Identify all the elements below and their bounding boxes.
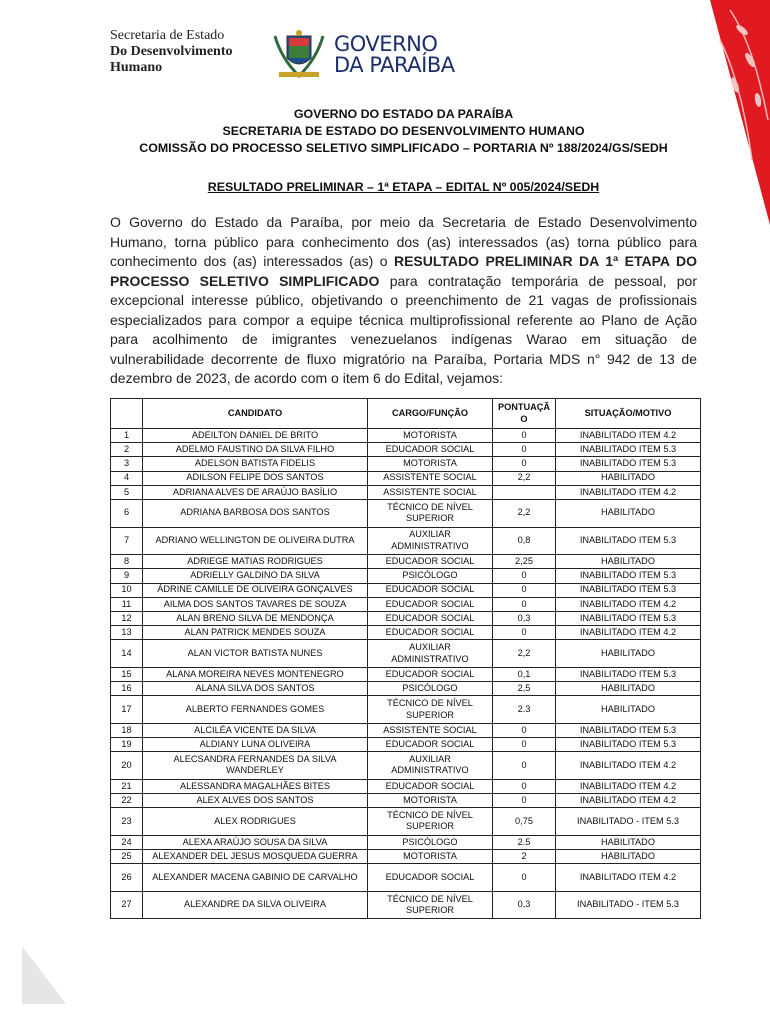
- position: EDUCADOR SOCIAL: [368, 738, 493, 752]
- status: HABILITADO: [556, 471, 701, 485]
- row-number: 24: [111, 835, 143, 849]
- score: 0: [493, 429, 556, 443]
- row-number: 13: [111, 626, 143, 640]
- table-row: [111, 499, 701, 527]
- status: HABILITADO: [556, 682, 701, 696]
- row-number: 14: [111, 640, 143, 668]
- score: 0: [493, 583, 556, 597]
- status: HABILITADO: [556, 499, 701, 527]
- row-number: 20: [111, 752, 143, 780]
- row-number: 25: [111, 849, 143, 863]
- position: TÉCNICO DE NÍVEL SUPERIOR: [368, 696, 493, 724]
- position: PSICÓLOGO: [368, 835, 493, 849]
- score: 0: [493, 864, 556, 892]
- status: INABILITADO ITEM 4.2: [556, 752, 701, 780]
- intro-bold-text: RESULTADO PRELIMINAR DA 1ª ETAPA DO PROCESSO SELETIVO SIMPLIFICADO: [110, 253, 697, 289]
- table-header-row: [111, 399, 701, 429]
- table-row: [111, 583, 701, 597]
- row-number: 7: [111, 527, 143, 555]
- header-candidato: CANDIDATO: [143, 399, 368, 429]
- candidate-name: ALEXANDER DEL JESUS MOSQUEDA GUERRA: [143, 849, 368, 863]
- status: INABILITADO - ITEM 5.3: [556, 808, 701, 836]
- header-situacao: SITUAÇÃO/MOTIVO: [556, 399, 701, 429]
- table-row: [111, 667, 701, 681]
- candidate-name: ÁDRINE CAMILLE DE OLIVEIRA GONÇALVES: [143, 583, 368, 597]
- score: 2,2: [493, 499, 556, 527]
- score: 0: [493, 752, 556, 780]
- table-row: [111, 723, 701, 737]
- row-number: 5: [111, 485, 143, 499]
- candidate-name: ADRIEGE MATIAS RODRIGUES: [143, 555, 368, 569]
- candidate-name: ALEXANDER MACENA GABINIO DE CARVALHO: [143, 864, 368, 892]
- table-row: [111, 555, 701, 569]
- score: 0: [493, 793, 556, 807]
- score: 2.5: [493, 835, 556, 849]
- score: 0,3: [493, 611, 556, 625]
- candidate-name: ADEILTON DANIEL DE BRITO: [143, 429, 368, 443]
- score: 2,25: [493, 555, 556, 569]
- row-number: 2: [111, 443, 143, 457]
- score: [493, 485, 556, 499]
- status: INABILITADO ITEM 5.3: [556, 738, 701, 752]
- table-row: [111, 457, 701, 471]
- status: HABILITADO: [556, 555, 701, 569]
- status: INABILITADO ITEM 4.2: [556, 779, 701, 793]
- intro-text-1: O Governo do Estado da Paraíba, por meio da Secretaria de Estado Desenvolvimento Humano, torna público para conhecimento dos (as) interessados (as) torna público para conhecimento dos (as) interessados (as) o: [110, 214, 697, 269]
- status: INABILITADO ITEM 5.3: [556, 569, 701, 583]
- table-row: [111, 752, 701, 780]
- status: INABILITADO ITEM 5.3: [556, 443, 701, 457]
- position: ASSISTENTE SOCIAL: [368, 471, 493, 485]
- row-number: 3: [111, 457, 143, 471]
- table-row: [111, 835, 701, 849]
- grey-corner-decoration: [22, 946, 66, 1004]
- candidate-name: AILMA DOS SANTOS TAVARES DE SOUZA: [143, 597, 368, 611]
- table-row: [111, 569, 701, 583]
- row-number: 22: [111, 793, 143, 807]
- logo-line-2: DA PARAÍBA: [334, 53, 455, 77]
- score: 2,5: [493, 682, 556, 696]
- status: INABILITADO ITEM 4.2: [556, 626, 701, 640]
- candidate-name: ADRIELLY GALDINO DA SILVA: [143, 569, 368, 583]
- status: INABILITADO ITEM 5.3: [556, 527, 701, 555]
- candidate-name: ADELMO FAUSTINO DA SILVA FILHO: [143, 443, 368, 457]
- score: 0: [493, 443, 556, 457]
- row-number: 10: [111, 583, 143, 597]
- table-row: [111, 626, 701, 640]
- candidate-name: ADRIANO WELLINGTON DE OLIVEIRA DUTRA: [143, 527, 368, 555]
- table-row: [111, 611, 701, 625]
- position: TÉCNICO DE NÍVEL SUPERIOR: [368, 808, 493, 836]
- position: EDUCADOR SOCIAL: [368, 597, 493, 611]
- row-number: 8: [111, 555, 143, 569]
- position: EDUCADOR SOCIAL: [368, 626, 493, 640]
- candidate-name: ALAN BRENO SILVA DE MENDONÇA: [143, 611, 368, 625]
- position: MOTORISTA: [368, 457, 493, 471]
- position: MOTORISTA: [368, 429, 493, 443]
- position: EDUCADOR SOCIAL: [368, 864, 493, 892]
- score: 0,75: [493, 808, 556, 836]
- row-number: 26: [111, 864, 143, 892]
- governo-da-paraiba-logo: [334, 34, 455, 76]
- position: TÉCNICO DE NÍVEL SUPERIOR: [368, 499, 493, 527]
- logo-line-1: GOVERNO: [334, 32, 438, 56]
- intro-paragraph: [110, 213, 697, 389]
- score: 2,2: [493, 471, 556, 485]
- status: INABILITADO ITEM 5.3: [556, 583, 701, 597]
- table-row: [111, 808, 701, 836]
- secretaria-name: [110, 28, 233, 76]
- candidate-name: ADRIANA BARBOSA DOS SANTOS: [143, 499, 368, 527]
- score: 0: [493, 779, 556, 793]
- row-number: 27: [111, 891, 143, 919]
- candidate-name: ADILSON FELIPE DOS SANTOS: [143, 471, 368, 485]
- status: HABILITADO: [556, 640, 701, 668]
- position: MOTORISTA: [368, 849, 493, 863]
- row-number: 12: [111, 611, 143, 625]
- table-row: [111, 485, 701, 499]
- title-line-1: GOVERNO DO ESTADO DA PARAÍBA: [293, 107, 514, 121]
- status: HABILITADO: [556, 696, 701, 724]
- score: 0: [493, 597, 556, 611]
- table-row: [111, 597, 701, 611]
- candidate-name: ALAN PATRICK MENDES SOUZA: [143, 626, 368, 640]
- candidate-name: ALEX RODRIGUES: [143, 808, 368, 836]
- position: ASSISTENTE SOCIAL: [368, 485, 493, 499]
- table-body: [111, 429, 701, 919]
- status: INABILITADO ITEM 4.2: [556, 485, 701, 499]
- position: AUXILIAR ADMINISTRATIVO: [368, 752, 493, 780]
- row-number: 18: [111, 723, 143, 737]
- leaf-ornament-icon: [690, 0, 770, 230]
- intro-text-2: para contratação temporária de pessoal, por excepcional interesse público, objetivando o preenchimento de 21 vagas de profissionais especializados para compor a equipe técnica multiprofissional referente ao Plano de Ação para acolhimento de imigrantes venezuelanos indígenas Warao em situação de vulnerabilidade decorrente de fluxo migratório na Paraíba, Portaria MDS n° 942 de 13 de dezembro de 2023, de acordo com o item 6 do Edital, vejamos:: [110, 272, 698, 386]
- table-row: [111, 891, 701, 919]
- table-row: [111, 793, 701, 807]
- row-number: 1: [111, 429, 143, 443]
- header-number: [111, 399, 143, 429]
- table-row: [111, 471, 701, 485]
- position: TÉCNICO DE NÍVEL SUPERIOR: [368, 891, 493, 919]
- candidate-name: ALEX ALVES DOS SANTOS: [143, 793, 368, 807]
- table-row: [111, 640, 701, 668]
- candidate-name: ADRIANA ALVES DE ARAÚJO BASÍLIO: [143, 485, 368, 499]
- status: INABILITADO ITEM 5.3: [556, 457, 701, 471]
- row-number: 21: [111, 779, 143, 793]
- candidate-name: ADELSON BATISTA FIDELIS: [143, 457, 368, 471]
- position: EDUCADOR SOCIAL: [368, 443, 493, 457]
- candidate-name: ALECSANDRA FERNANDES DA SILVA WANDERLEY: [143, 752, 368, 780]
- status: HABILITADO: [556, 849, 701, 863]
- candidate-name: ALBERTO FERNANDES GOMES: [143, 696, 368, 724]
- row-number: 16: [111, 682, 143, 696]
- table-row: [111, 429, 701, 443]
- score: 2: [493, 849, 556, 863]
- status: INABILITADO ITEM 4.2: [556, 597, 701, 611]
- title-line-2: SECRETARIA DE ESTADO DO DESENVOLVIMENTO HUMANO: [222, 124, 585, 138]
- candidate-name: ALDIANY LUNA OLIVEIRA: [143, 738, 368, 752]
- status: INABILITADO ITEM 5.3: [556, 723, 701, 737]
- table-row: [111, 527, 701, 555]
- score: 2,2: [493, 640, 556, 668]
- score: 0: [493, 738, 556, 752]
- position: MOTORISTA: [368, 793, 493, 807]
- status: HABILITADO: [556, 835, 701, 849]
- position: EDUCADOR SOCIAL: [368, 583, 493, 597]
- score: 2.3: [493, 696, 556, 724]
- results-table: [110, 398, 701, 919]
- candidate-name: ALAN VICTOR BATISTA NUNES: [143, 640, 368, 668]
- position: EDUCADOR SOCIAL: [368, 667, 493, 681]
- position: PSICÓLOGO: [368, 682, 493, 696]
- score: 0,3: [493, 891, 556, 919]
- row-number: 23: [111, 808, 143, 836]
- score: 0,1: [493, 667, 556, 681]
- candidate-name: ALESSANDRA MAGALHÃES BITES: [143, 779, 368, 793]
- table-row: [111, 696, 701, 724]
- score: 0: [493, 457, 556, 471]
- candidate-name: ALEXANDRE DA SILVA OLIVEIRA: [143, 891, 368, 919]
- table-row: [111, 779, 701, 793]
- header-pontuacao: PONTUAÇÃ O: [493, 399, 556, 429]
- row-number: 17: [111, 696, 143, 724]
- secretaria-line-2: Do Desenvolvimento: [110, 44, 233, 59]
- title-line-3: COMISSÃO DO PROCESSO SELETIVO SIMPLIFICADO – PORTARIA Nº 188/2024/GS/SEDH: [139, 141, 668, 155]
- status: INABILITADO ITEM 4.2: [556, 793, 701, 807]
- score: 0: [493, 569, 556, 583]
- status: INABILITADO ITEM 5.3: [556, 611, 701, 625]
- position: EDUCADOR SOCIAL: [368, 611, 493, 625]
- row-number: 11: [111, 597, 143, 611]
- status: INABILITADO - ITEM 5.3: [556, 891, 701, 919]
- position: EDUCADOR SOCIAL: [368, 555, 493, 569]
- status: INABILITADO ITEM 5.3: [556, 667, 701, 681]
- position: PSICÓLOGO: [368, 569, 493, 583]
- row-number: 6: [111, 499, 143, 527]
- header-cargo: CARGO/FUNÇÃO: [368, 399, 493, 429]
- row-number: 4: [111, 471, 143, 485]
- status: INABILITADO ITEM 4.2: [556, 429, 701, 443]
- status: INABILITADO ITEM 4.2: [556, 864, 701, 892]
- document-subtitle: RESULTADO PRELIMINAR – 1ª ETAPA – EDITAL Nº 005/2024/SEDH: [207, 180, 600, 194]
- score: 0,8: [493, 527, 556, 555]
- position: AUXILIAR ADMINISTRATIVO: [368, 527, 493, 555]
- row-number: 15: [111, 667, 143, 681]
- table-row: [111, 443, 701, 457]
- secretaria-line-1: Secretaria de Estado: [110, 28, 225, 43]
- candidate-name: ALCILÉA VICENTE DA SILVA: [143, 723, 368, 737]
- candidate-name: ALANA MOREIRA NEVES MONTENEGRO: [143, 667, 368, 681]
- secretaria-line-3: Humano: [110, 60, 163, 75]
- table-row: [111, 682, 701, 696]
- row-number: 19: [111, 738, 143, 752]
- score: 0: [493, 626, 556, 640]
- position: EDUCADOR SOCIAL: [368, 779, 493, 793]
- score: 0: [493, 723, 556, 737]
- position: ASSISTENTE SOCIAL: [368, 723, 493, 737]
- state-crest-icon: [271, 28, 327, 80]
- table-row: [111, 849, 701, 863]
- candidate-name: ALANA SILVA DOS SANTOS: [143, 682, 368, 696]
- table-row: [111, 738, 701, 752]
- table-row: [111, 864, 701, 892]
- position: AUXILIAR ADMINISTRATIVO: [368, 640, 493, 668]
- row-number: 9: [111, 569, 143, 583]
- candidate-name: ALEXA ARAÚJO SOUSA DA SILVA: [143, 835, 368, 849]
